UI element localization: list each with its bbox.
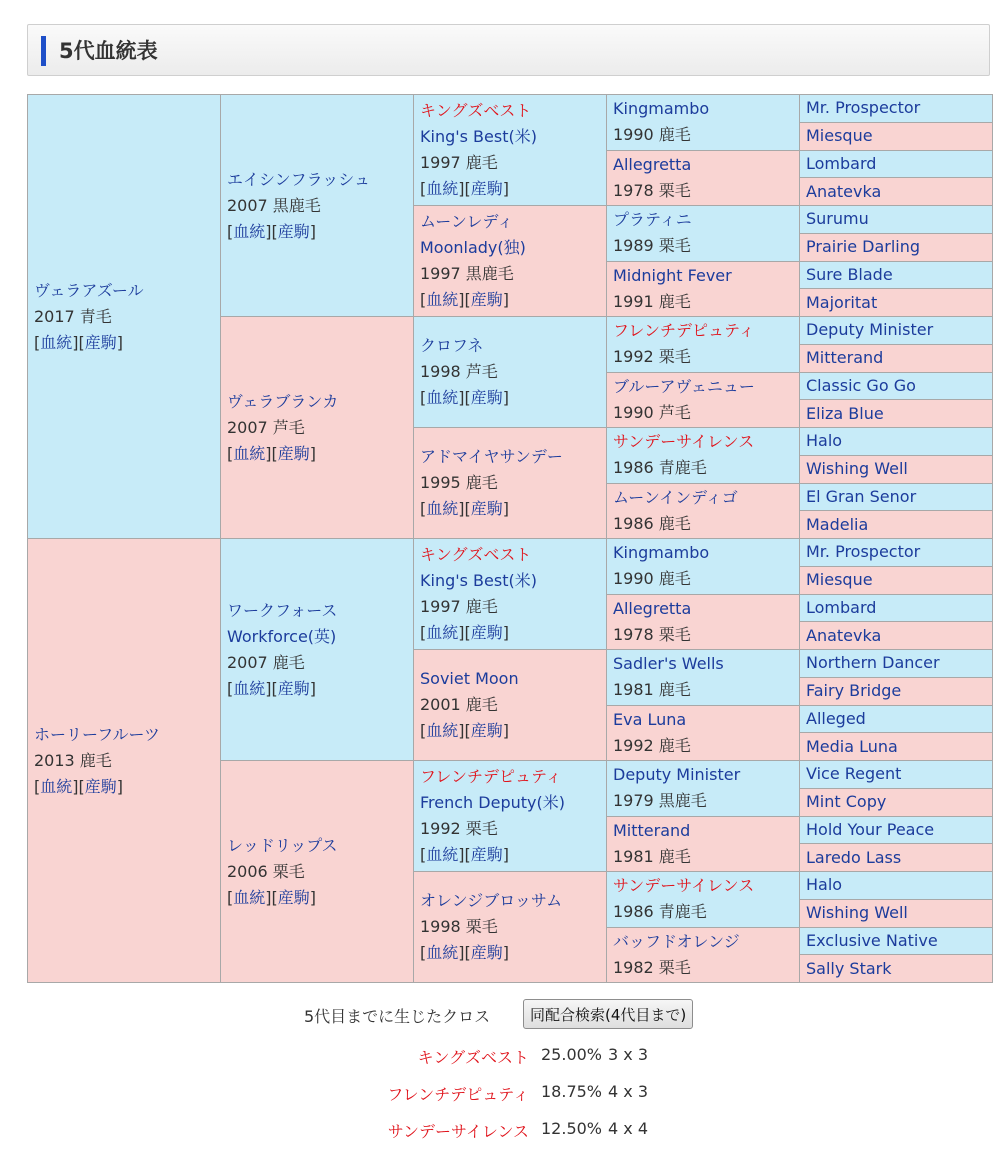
horse-name-en-link[interactable]: French Deputy(米) — [420, 793, 565, 812]
pedigree-links — [420, 842, 600, 868]
horse-name-link[interactable]: ムーンレディ — [420, 212, 514, 231]
bracket-text: [ — [420, 721, 427, 740]
bracket-text: ] — [309, 221, 317, 241]
bracket-text: [ — [227, 887, 234, 907]
pedigree-cell — [800, 428, 993, 456]
pedigree-cell — [800, 122, 993, 150]
horse-name-link[interactable]: Classic Go Go — [806, 375, 916, 395]
bloodline-link[interactable]: 血統 — [426, 845, 459, 864]
bloodline-link[interactable]: 血統 — [426, 290, 459, 309]
bracket-text: ][ — [458, 388, 471, 407]
horse-name-link[interactable]: Miesque — [806, 570, 873, 590]
pedigree-cell — [607, 483, 800, 539]
pedigree-cell — [800, 566, 993, 594]
horse-name-link[interactable]: クロフネ — [420, 336, 484, 355]
pedigree-cell — [414, 539, 607, 650]
horse-name-link[interactable]: キングズベスト — [420, 545, 532, 564]
horse-name-link[interactable]: ワークフォース — [227, 600, 338, 620]
pedigree-links — [227, 219, 407, 245]
horse-name-link[interactable]: フレンチデピュティ — [420, 767, 562, 786]
cross-horse-name[interactable]: キングズベスト — [417, 1048, 529, 1067]
horse-name-link[interactable]: Prairie Darling — [806, 237, 921, 257]
bracket-text: ] — [502, 623, 510, 642]
bracket-text: [ — [420, 179, 427, 198]
pedigree-cell — [607, 428, 800, 484]
progeny-link[interactable]: 産駒 — [470, 499, 503, 518]
bracket-text: ] — [309, 678, 317, 698]
progeny-link[interactable]: 産駒 — [277, 887, 310, 907]
horse-name-link[interactable]: オレンジブロッサム — [420, 891, 563, 910]
pedigree-cell — [800, 344, 993, 372]
bracket-text: ][ — [265, 443, 278, 463]
progeny-link[interactable]: 産駒 — [277, 443, 310, 463]
horse-year-color: 1990 芦毛 — [613, 402, 691, 422]
bloodline-link[interactable]: 血統 — [233, 887, 266, 907]
pedigree-cell — [800, 206, 993, 234]
bracket-text: ][ — [265, 887, 278, 907]
cross-horse-name[interactable]: フレンチデピュティ — [387, 1085, 529, 1104]
horse-name-link[interactable]: Sally Stark — [806, 958, 892, 978]
pedigree-table — [27, 94, 993, 983]
horse-name-link[interactable]: Madelia — [806, 514, 869, 534]
horse-name-link[interactable]: ムーンインディゴ — [613, 487, 738, 507]
pedigree-cell — [800, 261, 993, 289]
horse-name-link[interactable]: Deputy Minister — [806, 320, 934, 340]
horse-name-link[interactable]: ブルーアヴェニュー — [613, 376, 755, 396]
horse-name-link[interactable]: Eva Luna — [613, 709, 687, 729]
pedigree-cell — [800, 622, 993, 650]
bracket-text: [ — [227, 443, 234, 463]
horse-name-link[interactable]: Soviet Moon — [420, 669, 519, 688]
pedigree-cell — [800, 844, 993, 872]
pedigree-cell — [800, 788, 993, 816]
bracket-text: [ — [227, 221, 234, 241]
horse-year-color: 1978 栗毛 — [613, 624, 691, 644]
bracket-text: ][ — [458, 943, 471, 962]
horse-year-color: 1992 栗毛 — [613, 347, 691, 367]
pedigree-cell — [607, 816, 800, 872]
progeny-link[interactable]: 産駒 — [84, 776, 117, 796]
progeny-link[interactable]: 産駒 — [277, 221, 310, 241]
bracket-text: ] — [309, 443, 317, 463]
bracket-text: ] — [502, 943, 510, 962]
horse-name-en-link[interactable]: King's Best(米) — [420, 571, 537, 590]
cross-generation: 3 x 3 — [608, 1045, 648, 1064]
pedigree-cell — [607, 927, 800, 983]
horse-name-link[interactable]: Media Luna — [806, 736, 898, 756]
bracket-text: ][ — [72, 332, 85, 352]
horse-year-color: 1978 栗毛 — [613, 180, 691, 200]
bracket-text: ] — [502, 179, 510, 198]
horse-name-link[interactable]: Eliza Blue — [806, 403, 884, 423]
bracket-text: [ — [420, 388, 427, 407]
horse-name-link[interactable]: アドマイヤサンデー — [420, 447, 563, 466]
cross-generation: 4 x 3 — [608, 1082, 648, 1101]
pedigree-cell — [800, 594, 993, 622]
pedigree-cell — [800, 816, 993, 844]
pedigree-cell — [414, 95, 607, 206]
horse-name-link[interactable]: Wishing Well — [806, 903, 908, 923]
horse-name-en-link[interactable]: Workforce(英) — [227, 626, 337, 646]
horse-name-link[interactable]: El Gran Senor — [806, 486, 917, 506]
pedigree-links — [227, 676, 407, 702]
bracket-text: ][ — [72, 776, 85, 796]
cross-item — [0, 1119, 1003, 1145]
pedigree-cell — [221, 95, 414, 317]
horse-name-link[interactable]: Mitterand — [806, 348, 884, 368]
bracket-text: [ — [420, 290, 427, 309]
horse-year-color: 1986 鹿毛 — [613, 513, 691, 533]
pedigree-cell — [414, 872, 607, 983]
pedigree-links — [420, 718, 600, 744]
horse-name-link[interactable]: Allegretta — [613, 598, 692, 618]
pedigree-links — [34, 774, 214, 800]
bloodline-link[interactable]: 血統 — [426, 721, 459, 740]
pedigree-cell — [800, 955, 993, 983]
cross-item — [0, 1082, 1003, 1108]
horse-name-link[interactable]: エイシンフラッシュ — [227, 169, 370, 189]
horse-year-color: 1982 栗毛 — [613, 957, 691, 977]
cross-horse-name[interactable]: サンデーサイレンス — [387, 1122, 529, 1141]
horse-name-link[interactable]: ホーリーフルーツ — [34, 724, 160, 744]
bracket-text: [ — [420, 623, 427, 642]
bloodline-link[interactable]: 血統 — [426, 179, 459, 198]
pedigree-cell — [607, 206, 800, 262]
bracket-text: ] — [502, 845, 510, 864]
horse-year-color: 1997 鹿毛 — [420, 597, 498, 616]
bloodline-link[interactable]: 血統 — [426, 388, 459, 407]
horse-name-link[interactable]: Laredo Lass — [806, 847, 902, 867]
horse-name-link[interactable]: Lombard — [806, 597, 877, 617]
horse-year-color: 2013 鹿毛 — [34, 750, 112, 770]
same-mating-search-button[interactable]: 同配合検索(4代目まで) — [523, 999, 693, 1029]
pedigree-cell — [800, 733, 993, 761]
bracket-text: ] — [502, 290, 510, 309]
section-header — [27, 24, 990, 76]
pedigree-cell — [800, 372, 993, 400]
horse-name-link[interactable]: レッドリップス — [227, 835, 338, 855]
horse-year-color: 1990 鹿毛 — [613, 569, 691, 589]
progeny-link[interactable]: 産駒 — [470, 845, 503, 864]
progeny-link[interactable]: 産駒 — [470, 388, 503, 407]
horse-name-link[interactable]: Vice Regent — [806, 764, 902, 784]
pedigree-links — [420, 496, 600, 522]
horse-name-link[interactable]: Alleged — [806, 708, 866, 728]
horse-year-color: 1997 黒鹿毛 — [420, 264, 514, 283]
pedigree-cell — [607, 705, 800, 761]
progeny-link[interactable]: 産駒 — [470, 943, 503, 962]
bracket-text: ] — [309, 887, 317, 907]
pedigree-cell — [800, 927, 993, 955]
pedigree-cell — [800, 233, 993, 261]
pedigree-cell — [607, 594, 800, 650]
bracket-text: ] — [116, 332, 124, 352]
horse-year-color: 1981 鹿毛 — [613, 846, 691, 866]
pedigree-links — [420, 287, 600, 313]
bloodline-link[interactable]: 血統 — [426, 499, 459, 518]
horse-name-link[interactable]: Exclusive Native — [806, 930, 938, 950]
bracket-text: ][ — [458, 845, 471, 864]
bracket-text: ] — [502, 499, 510, 518]
horse-name-link[interactable]: Mr. Prospector — [806, 542, 921, 562]
pedigree-links — [227, 441, 407, 467]
pedigree-cell — [607, 95, 800, 151]
horse-year-color: 2006 栗毛 — [227, 861, 305, 881]
horse-name-link[interactable]: プラティニ — [613, 210, 692, 230]
horse-year-color: 2007 芦毛 — [227, 417, 305, 437]
pedigree-cell — [607, 872, 800, 928]
bloodline-link[interactable]: 血統 — [233, 221, 266, 241]
horse-name-link[interactable]: Halo — [806, 431, 843, 451]
bracket-text: [ — [420, 499, 427, 518]
bracket-text: ][ — [458, 499, 471, 518]
horse-name-link[interactable]: キングズベスト — [420, 101, 532, 120]
progeny-link[interactable]: 産駒 — [470, 623, 503, 642]
bloodline-link[interactable]: 血統 — [233, 678, 266, 698]
horse-name-link[interactable]: Northern Dancer — [806, 653, 940, 673]
pedigree-row — [28, 95, 993, 123]
bracket-text: [ — [227, 678, 234, 698]
bloodline-link[interactable]: 血統 — [233, 443, 266, 463]
horse-name-link[interactable]: Kingmambo — [613, 543, 710, 563]
bracket-text: [ — [34, 776, 41, 796]
bracket-text: ] — [502, 721, 510, 740]
horse-year-color: 2001 鹿毛 — [420, 695, 498, 714]
horse-year-color: 1991 鹿毛 — [613, 291, 691, 311]
horse-year-color: 1992 鹿毛 — [613, 735, 691, 755]
bloodline-link[interactable]: 血統 — [40, 776, 73, 796]
cross-header — [0, 999, 1003, 1031]
pedigree-cell — [607, 317, 800, 373]
horse-name-link[interactable]: Allegretta — [613, 154, 692, 174]
pedigree-cell — [607, 261, 800, 317]
horse-name-link[interactable]: Mr. Prospector — [806, 98, 921, 118]
horse-name-link[interactable]: Sure Blade — [806, 264, 893, 284]
horse-name-link[interactable]: Fairy Bridge — [806, 681, 902, 701]
horse-name-link[interactable]: Miesque — [806, 126, 873, 146]
pedigree-cell — [607, 650, 800, 706]
horse-name-link[interactable]: Anatevka — [806, 181, 882, 201]
pedigree-cell — [414, 650, 607, 761]
pedigree-links — [227, 885, 407, 911]
horse-name-link[interactable]: Mint Copy — [806, 792, 887, 812]
pedigree-cell — [800, 650, 993, 678]
cross-percent: 18.75% — [541, 1082, 603, 1101]
progeny-link[interactable]: 産駒 — [277, 678, 310, 698]
horse-year-color: 1990 鹿毛 — [613, 125, 691, 145]
horse-name-link[interactable]: Deputy Minister — [613, 765, 741, 785]
cross-item — [0, 1045, 1003, 1071]
bracket-text: ][ — [458, 623, 471, 642]
bracket-text: ][ — [458, 179, 471, 198]
pedigree-cell — [607, 761, 800, 817]
progeny-link[interactable]: 産駒 — [470, 290, 503, 309]
pedigree-cell — [607, 372, 800, 428]
horse-name-link[interactable]: Surumu — [806, 209, 869, 229]
bracket-text: ] — [116, 776, 124, 796]
bloodline-link[interactable]: 血統 — [426, 623, 459, 642]
pedigree-cell — [221, 539, 414, 761]
horse-name-link[interactable]: Anatevka — [806, 625, 882, 645]
bracket-text: ][ — [458, 721, 471, 740]
pedigree-cell — [800, 705, 993, 733]
pedigree-cell — [800, 511, 993, 539]
cross-percent: 25.00% — [541, 1045, 603, 1064]
horse-year-color: 1992 栗毛 — [420, 819, 498, 838]
bracket-text: [ — [420, 943, 427, 962]
horse-year-color: 2007 鹿毛 — [227, 652, 305, 672]
cross-percent: 12.50% — [541, 1119, 603, 1138]
pedigree-cell — [800, 150, 993, 178]
pedigree-cell — [414, 761, 607, 872]
pedigree-cell — [800, 539, 993, 567]
horse-year-color: 1998 芦毛 — [420, 362, 498, 381]
horse-name-link[interactable]: Kingmambo — [613, 99, 710, 119]
horse-name-link[interactable]: ヴェラアズール — [34, 280, 144, 300]
pedigree-row — [28, 539, 993, 567]
bracket-text: [ — [34, 332, 41, 352]
horse-name-link[interactable]: サンデーサイレンス — [613, 876, 755, 896]
horse-year-color: 1995 鹿毛 — [420, 473, 498, 492]
progeny-link[interactable]: 産駒 — [470, 179, 503, 198]
progeny-link[interactable]: 産駒 — [84, 332, 117, 352]
pedigree-cell — [800, 95, 993, 123]
bracket-text: [ — [420, 845, 427, 864]
horse-name-link[interactable]: フレンチデピュティ — [613, 321, 755, 341]
horse-name-link[interactable]: Midnight Fever — [613, 265, 732, 285]
pedigree-cell — [607, 539, 800, 595]
horse-year-color: 1986 青鹿毛 — [613, 458, 707, 478]
pedigree-cell — [800, 872, 993, 900]
header-accent-bar — [41, 36, 46, 66]
horse-name-link[interactable]: Lombard — [806, 153, 877, 173]
pedigree-cell — [221, 317, 414, 539]
horse-year-color: 1989 栗毛 — [613, 236, 691, 256]
horse-name-link[interactable]: Sadler's Wells — [613, 654, 724, 674]
horse-name-en-link[interactable]: Moonlady(独) — [420, 238, 526, 257]
horse-name-link[interactable]: Mitterand — [613, 820, 691, 840]
horse-name-link[interactable]: バッフドオレンジ — [613, 931, 740, 951]
pedigree-cell — [221, 761, 414, 983]
horse-year-color: 1979 黒鹿毛 — [613, 791, 707, 811]
horse-name-link[interactable]: Majoritat — [806, 292, 878, 312]
horse-year-color: 2017 青毛 — [34, 306, 112, 326]
bracket-text: ][ — [265, 221, 278, 241]
progeny-link[interactable]: 産駒 — [470, 721, 503, 740]
bloodline-link[interactable]: 血統 — [426, 943, 459, 962]
horse-name-link[interactable]: Hold Your Peace — [806, 819, 935, 839]
pedigree-links — [420, 940, 600, 966]
horse-year-color: 1997 鹿毛 — [420, 153, 498, 172]
pedigree-links — [34, 330, 214, 356]
horse-year-color: 1998 栗毛 — [420, 917, 498, 936]
pedigree-cell — [28, 95, 221, 539]
page-title: 5代血統表 — [59, 39, 158, 63]
pedigree-links — [420, 620, 600, 646]
horse-name-en-link[interactable]: King's Best(米) — [420, 127, 537, 146]
bracket-text: ][ — [265, 678, 278, 698]
horse-year-color: 1986 青鹿毛 — [613, 902, 707, 922]
horse-year-color: 2007 黒鹿毛 — [227, 195, 321, 215]
pedigree-cell — [414, 317, 607, 428]
pedigree-cell — [800, 899, 993, 927]
pedigree-cell — [414, 206, 607, 317]
pedigree-cell — [607, 150, 800, 206]
horse-name-link[interactable]: サンデーサイレンス — [613, 432, 755, 452]
bracket-text: ][ — [458, 290, 471, 309]
horse-year-color: 1981 鹿毛 — [613, 680, 691, 700]
horse-name-link[interactable]: ヴェラブランカ — [227, 391, 339, 411]
pedigree-cell — [800, 317, 993, 345]
pedigree-cell — [800, 761, 993, 789]
cross-generation: 4 x 4 — [608, 1119, 648, 1138]
pedigree-cell — [800, 455, 993, 483]
pedigree-cell — [800, 677, 993, 705]
pedigree-cell — [28, 539, 221, 983]
pedigree-cell — [800, 400, 993, 428]
horse-name-link[interactable]: Wishing Well — [806, 459, 908, 479]
horse-name-link[interactable]: Halo — [806, 875, 843, 895]
bloodline-link[interactable]: 血統 — [40, 332, 73, 352]
pedigree-cell — [800, 178, 993, 206]
bracket-text: ] — [502, 388, 510, 407]
cross-label: 5代目までに生じたクロス — [304, 1007, 491, 1026]
pedigree-cell — [800, 483, 993, 511]
pedigree-cell — [800, 289, 993, 317]
pedigree-links — [420, 385, 600, 411]
pedigree-links — [420, 176, 600, 202]
pedigree-cell — [414, 428, 607, 539]
